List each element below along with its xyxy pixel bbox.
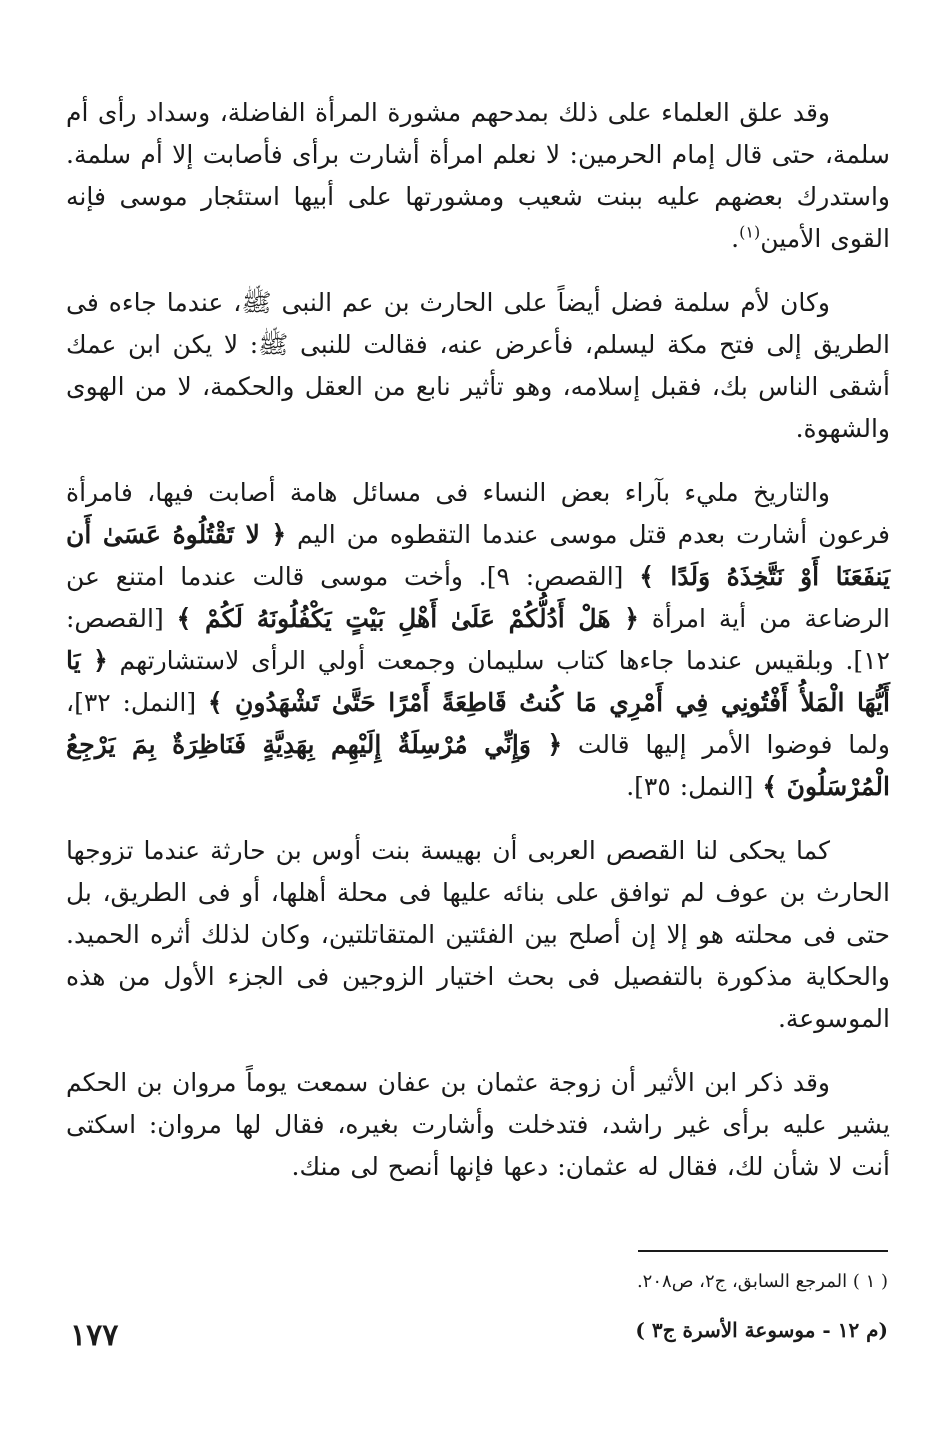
paragraph-text: والتاريخ مليء بآراء بعض النساء فى مسائل هامة أصابت فيها، فامرأة فرعون أشارت بعدم قتل موسى عندما التقطوه من اليم <box>66 478 891 549</box>
paragraph <box>66 92 890 260</box>
quran-verse: ﴿ وَإِنِّي مُرْسِلَةٌ إِلَيْهِم بِهَدِيَّةٍ فَنَاظِرَةٌ بِمَ يَرْجِعُ الْمُرْسَلُونَ ﴾ <box>66 730 890 801</box>
paragraph-text: وكان لأم سلمة فضل أيضاً على الحارث بن عم النبى ﷺ، عندما جاءه فى الطريق إلى فتح مكة ليسلم، فأعرض عنه، فقالت للنبى ﷺ: لا يكن ابن عمك أشقى الناس بك، فقبل إسلامه، وهو تأثير نابع من العقل والحكمة، لا من الهوى والشهوة. <box>66 288 890 443</box>
paragraph <box>66 830 890 1040</box>
paragraph-text: [النمل: ٣٥]. <box>626 772 763 801</box>
paragraph <box>66 1062 890 1188</box>
footnote: ( ١ ) المرجع السابق، ج٢، ص٢٠٨. <box>636 1271 888 1292</box>
quran-verse: ﴿ يَا أَيُّهَا الْمَلأُ أَفْتُونِي فِي أَمْرِي مَا كُنتُ قَاطِعَةً أَمْرًا حَتَّىٰ تَشْهَدُونِ ﴾ <box>66 646 890 717</box>
paragraph-text: [القصص: ٩]. وأخت موسى قالت عندما امتنع عن الرضاعة من أية امرأة <box>66 562 890 633</box>
paragraph-text: . <box>731 224 740 253</box>
paragraph-text: وقد علق العلماء على ذلك بمدحهم مشورة المرأة الفاضلة، وسداد رأى أم سلمة، حتى قال إمام الحرمين: لا نعلم امرأة أشارت برأى فأصابت إلا أم سلمة. واستدرك بعضهم عليه ببنت شعيب ومشورتها على أبيها استئجار موسى فإنه القوى الأمين <box>66 98 890 253</box>
quran-verse: ﴿ هَلْ أَدُلُّكُمْ عَلَىٰ أَهْلِ بَيْتٍ يَكْفُلُونَهُ لَكُمْ ﴾ <box>176 604 639 633</box>
paragraph-text: كما يحكى لنا القصص العربى أن بهيسة بنت أوس بن حارثة عندما تزوجها الحارث بن عوف لم توافق على بنائه عليها فى محلة أهلها، أو فى الطريق، بل حتى فى محلته هو إلا إن أصلح بين الفئتين المتقاتلتين، وكان لذلك أثره الحميد. والحكاية مذكورة بالتفصيل فى بحث اختيار الزوجين فى الجزء الأول من هذه الموسوعة. <box>66 836 890 1033</box>
paragraph-text: [النمل: ٣٢]، ولما فوضوا الأمر إليها قالت <box>66 688 890 759</box>
footnote-separator <box>638 1250 888 1252</box>
quran-verse: ﴿ لا تَقْتُلُوهُ عَسَىٰ أَن يَنفَعَنَا أَوْ نَتَّخِذَهُ وَلَدًا ﴾ <box>66 520 891 591</box>
paragraph <box>66 282 890 450</box>
footnote-marker: (١) <box>739 222 761 242</box>
paragraph-text: [القصص: ١٢]. وبلقيس عندما جاءها كتاب سليمان وجمعت أولي الرأى لاستشارتهم <box>66 604 890 675</box>
page-body <box>66 92 890 1210</box>
series-label: (م ١٢ - موسوعة الأسرة ج٣ ) <box>635 1318 888 1342</box>
paragraph-text: وقد ذكر ابن الأثير أن زوجة عثمان بن عفان سمعت يوماً مروان بن الحكم يشير عليه برأى غير راشد، فتدخلت وأشارت بغيره، فقال لها مروان: اسكتى أنت لا شأن لك، فقال له عثمان: دعها فإنها أنصح لى منك. <box>66 1068 890 1181</box>
page-number: ١٧٧ <box>70 1318 119 1353</box>
paragraph <box>66 472 890 808</box>
